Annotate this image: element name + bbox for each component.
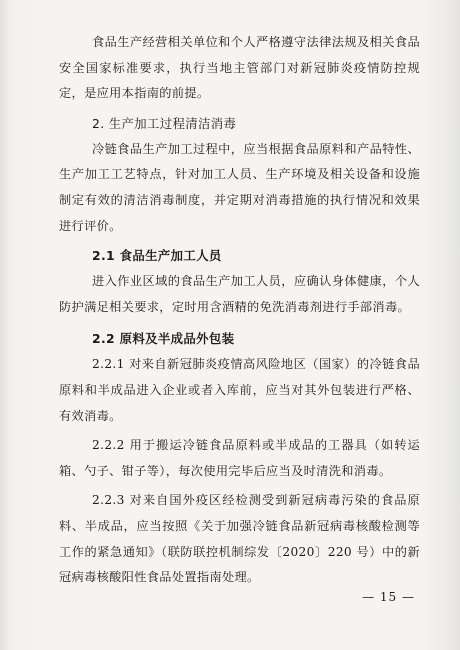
section-2-2-heading: 2.2 原料及半成品外包装 — [92, 331, 235, 347]
section-2-1-body: 进入作业区域的食品生产加工人员，应确认身体健康，个人防护满足相关要求，定时用含酒精的免洗消毒剂进行手部消毒。 — [59, 274, 420, 314]
document-content — [59, 30, 420, 591]
page-number: — 15 — — [362, 590, 415, 604]
section-2-heading: 2. 生产加工过程清洁消毒 — [92, 115, 237, 131]
intro-paragraph: 食品生产经营相关单位和个人严格遵守法律法规及相关食品安全国家标准要求，执行当地主管部门对新冠肺炎疫情防控规定，是应用本指南的前提。 — [59, 35, 420, 101]
section-2-body: 冷链食品生产加工过程中，应当根据食品原料和产品特性、生产加工工艺特点，针对加工人员、生产环境及相关设备和设施制定有效的清洁消毒制度，并定期对消毒措施的执行情况和效果进行评价。 — [59, 141, 420, 233]
section-2-1-heading: 2.1 食品生产加工人员 — [92, 248, 222, 264]
section-2-2-1-body: 2.2.1 对来自新冠肺炎疫情高风险地区（国家）的冷链食品原料和半成品进入企业或者入库前，应当对其外包装进行严格、有效消毒。 — [59, 357, 420, 423]
section-2-2-2-body: 2.2.2 用于搬运冷链食品原料或半成品的工器具（如转运箱、勺子、钳子等），每次使用完毕后应当及时清洗和消毒。 — [59, 438, 420, 478]
section-2-2-3-body: 2.2.3 对来自国外疫区经检测受到新冠病毒污染的食品原料、半成品，应当按照《关于加强冷链食品新冠病毒核酸检测等工作的紧急通知》（联防联控机制综发〔2020〕220 号）中的新冠病毒核酸阳性食品处置指南处理。 — [59, 493, 420, 585]
